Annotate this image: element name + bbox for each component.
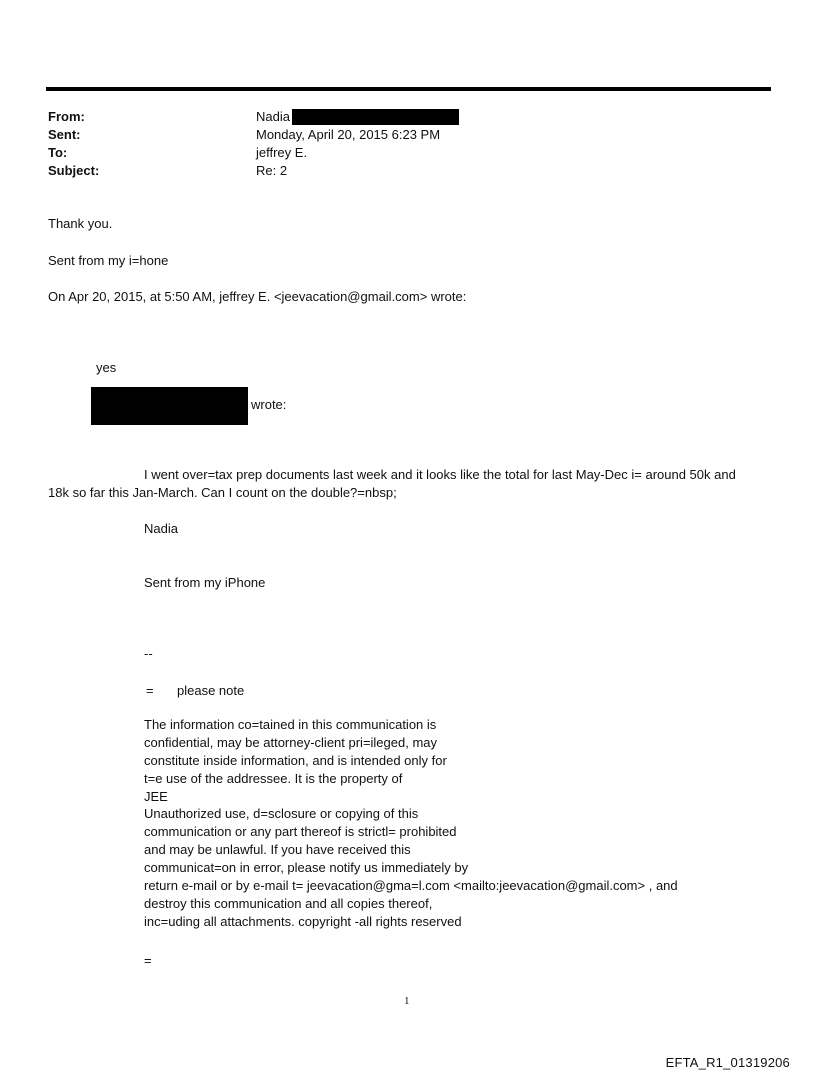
disclaimer-line: The information co=tained in this communication is bbox=[144, 717, 437, 732]
to-value: jeffrey E. bbox=[256, 145, 308, 160]
trailing-equals: = bbox=[144, 953, 152, 968]
to-row bbox=[48, 144, 748, 162]
email-header bbox=[48, 108, 748, 180]
redaction-bar bbox=[292, 109, 459, 125]
disclaimer-line: constitute inside information, and is intended only for bbox=[144, 752, 447, 768]
message-line-1: I went over=tax prep documents last week and it looks like the total for last May-Dec i= around 50k and bbox=[144, 467, 736, 482]
header-rule bbox=[46, 87, 771, 91]
signature-line: Sent from my i=hone bbox=[48, 253, 169, 268]
sent-row bbox=[48, 126, 748, 144]
subject-label: Subject: bbox=[48, 163, 100, 178]
from-value bbox=[256, 108, 459, 126]
signoff-name: Nadia bbox=[144, 521, 178, 536]
iphone-signature: Sent from my iPhone bbox=[144, 575, 266, 590]
redaction-block bbox=[91, 387, 248, 425]
to-label: To: bbox=[48, 145, 68, 160]
disclaimer-line: t=e use of the addressee. It is the property of bbox=[144, 770, 403, 786]
disclaimer-line: inc=uding all attachments. copyright -all rights reserved bbox=[144, 913, 462, 929]
disclaimer-line: Unauthorized use, d=sclosure or copying of this bbox=[144, 806, 419, 822]
disclaimer-line: return e-mail or by e-mail t= jeevacation@gma=l.com <mailto:jeevacation@gmail.com> , and bbox=[144, 878, 678, 894]
page-number: 1 bbox=[404, 995, 410, 1007]
note-equals: = bbox=[146, 683, 154, 698]
from-row bbox=[48, 108, 748, 126]
disclaimer-line: confidential, may be attorney-client pri=ileged, may bbox=[144, 734, 438, 750]
separator-dashes: -- bbox=[144, 646, 153, 661]
sent-label: Sent: bbox=[48, 127, 81, 142]
disclaimer-line: JEE bbox=[144, 788, 168, 804]
disclaimer-line: destroy this communication and all copies thereof, bbox=[144, 895, 433, 911]
disclaimer-line: communication or any part thereof is strictl= prohibited bbox=[144, 824, 457, 840]
message-line-2: 18k so far this Jan-March. Can I count on the double?=nbsp; bbox=[48, 485, 397, 500]
disclaimer-line: and may be unlawful. If you have received this bbox=[144, 842, 411, 858]
bates-number: EFTA_R1_01319206 bbox=[665, 1055, 790, 1070]
subject-row bbox=[48, 162, 748, 180]
note-text: please note bbox=[177, 683, 245, 698]
quote-intro: On Apr 20, 2015, at 5:50 AM, jeffrey E. <jeevacation@gmail.com> wrote: bbox=[48, 289, 467, 304]
reply-yes: yes bbox=[96, 360, 117, 375]
sender-name: Nadia bbox=[256, 109, 290, 124]
subject-value: Re: 2 bbox=[256, 163, 288, 178]
from-label: From: bbox=[48, 109, 85, 124]
thanks-line: Thank you. bbox=[48, 216, 113, 231]
sent-value: Monday, April 20, 2015 6:23 PM bbox=[256, 127, 441, 142]
disclaimer-line: communicat=on in error, please notify us immediately by bbox=[144, 860, 469, 876]
wrote-text: wrote: bbox=[251, 397, 287, 412]
confidentiality-disclaimer bbox=[144, 716, 678, 931]
